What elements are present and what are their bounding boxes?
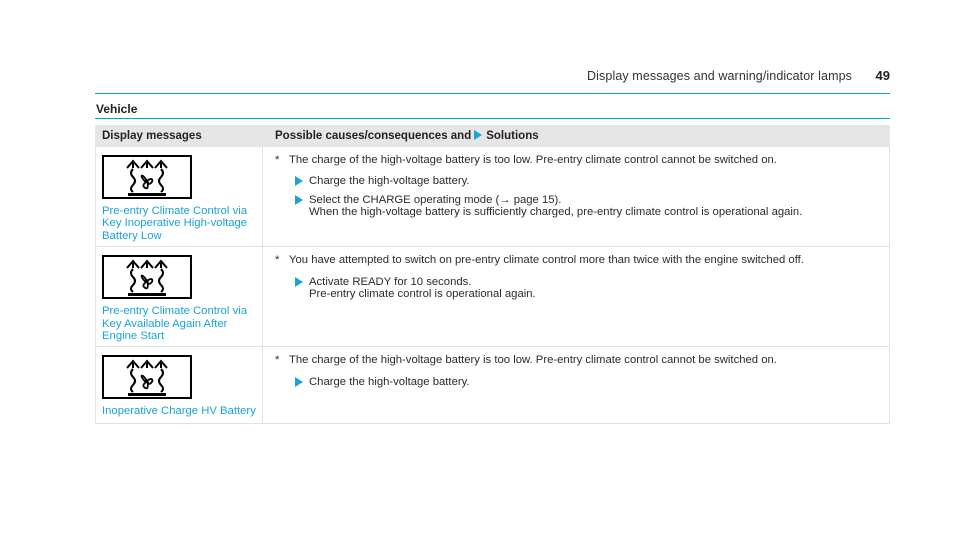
column-header-causes-text: Possible causes/consequences and <box>275 130 472 142</box>
solution-step-text: Select the CHARGE operating mode (→ page 15). <box>309 193 562 206</box>
table-header-row <box>96 126 890 147</box>
display-message-cell <box>96 347 263 424</box>
rear-window-heater-fan-lamp-icon <box>102 155 192 199</box>
table-row <box>96 147 890 247</box>
header-title: Display messages and warning/indicator lamps <box>587 69 852 83</box>
cause-description: The charge of the high-voltage battery is too low. Pre-entry climate control cannot be switched on. <box>289 154 777 166</box>
table-row <box>96 347 890 424</box>
solution-step-result: Pre-entry climate control is operational again. <box>309 288 536 301</box>
page-number: 49 <box>875 68 890 83</box>
cause-text: * The charge of the high-voltage battery is too low. Pre-entry climate control cannot be switched on. <box>275 154 777 166</box>
page-header <box>95 0 890 94</box>
solution-step-text: Charge the high-voltage battery. <box>309 175 470 188</box>
display-message-text: Pre-entry Climate Control via Key Available Again After Engine Start <box>102 305 248 343</box>
section-title: Vehicle <box>96 102 138 116</box>
solution-step <box>275 175 881 187</box>
column-header-solutions-text: Solutions <box>486 130 539 142</box>
solution-step-text: Activate READY for 10 seconds. <box>309 275 472 288</box>
solution-step <box>275 376 881 388</box>
solution-step <box>275 194 881 219</box>
solution-step-result: When the high-voltage battery is sufficiently charged, pre-entry climate control is operational again. <box>309 206 803 219</box>
action-arrow-icon <box>474 130 482 140</box>
cause-text: * You have attempted to switch on pre-entry climate control more than twice with the engine switched off. <box>275 254 804 267</box>
display-message-cell <box>96 247 263 347</box>
column-header-causes-solutions <box>263 126 890 147</box>
action-arrow-icon <box>295 176 303 186</box>
table-row <box>96 247 890 347</box>
display-messages-table <box>95 125 890 424</box>
rear-window-heater-fan-lamp-icon <box>102 355 192 399</box>
solution-step-text: Charge the high-voltage battery. <box>309 375 470 388</box>
column-header-display-messages: Display messages <box>96 126 263 147</box>
action-arrow-icon <box>295 195 303 205</box>
cause-description: You have attempted to switch on pre-entry climate control more than twice with the engine switched off. <box>289 254 804 267</box>
causes-solutions-cell <box>263 347 890 424</box>
action-arrow-icon <box>295 277 303 287</box>
display-message-cell <box>96 147 263 247</box>
cause-text: * The charge of the high-voltage battery is too low. Pre-entry climate control cannot be switched on. <box>275 354 777 367</box>
section-divider <box>95 118 890 119</box>
display-message-text: Inoperative Charge HV Battery <box>102 405 256 418</box>
causes-solutions-cell <box>263 147 890 247</box>
solution-step <box>275 276 881 301</box>
causes-solutions-cell <box>263 247 890 347</box>
rear-window-heater-fan-lamp-icon <box>102 255 192 299</box>
cause-description: The charge of the high-voltage battery is too low. Pre-entry climate control cannot be switched on. <box>289 354 777 367</box>
display-message-text: Pre-entry Climate Control via Key Inoperative High-voltage Battery Low <box>102 205 248 242</box>
action-arrow-icon <box>295 377 303 387</box>
